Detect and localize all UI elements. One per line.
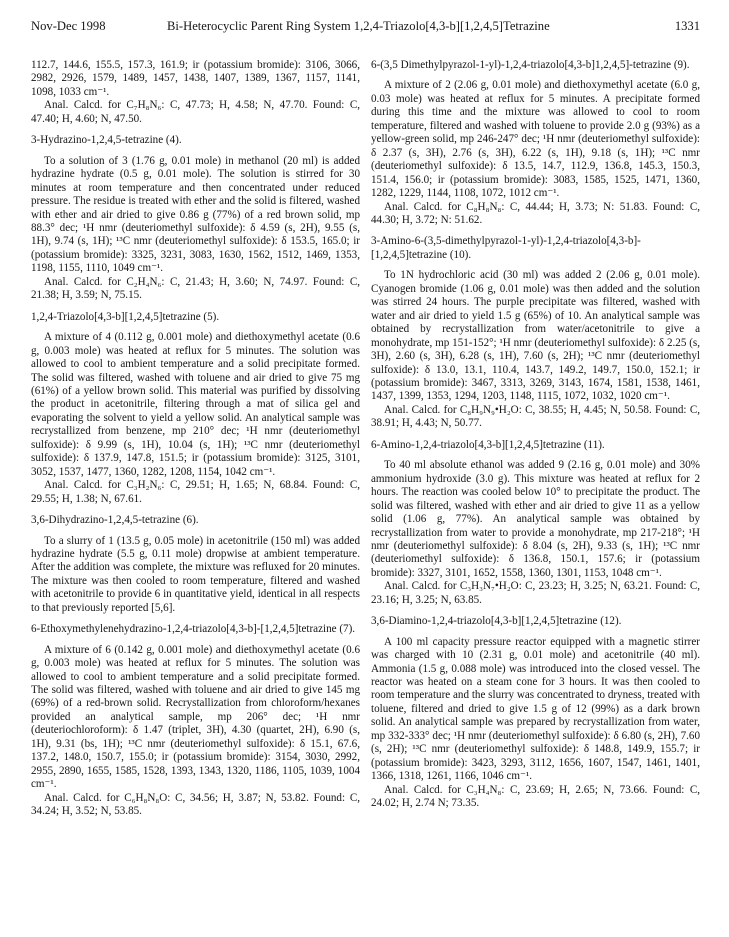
left-elemental-analysis: Anal. Calcd. for C₆H₈N₈O: C, 34.56; H, 3.87; N, 53.82. Found: C, 34.24; H, 3.52; N, 53.85. [31, 791, 360, 818]
left-procedure-paragraph: A mixture of 6 (0.142 g, 0.001 mole) and diethoxymethyl acetate (0.6 g, 0.003 mole) was heated at reflux for 5 minutes. The solution was allowed to cool to ambient temperature and a solid precipitate formed. The solid was filtered, washed with toluene and air dried to give 145 mg (69%) of a red-brown solid. Recrystallization from chloroform/hexanes provided an analytical sample, mp 206° dec; ¹H nmr (deuteriochloroform): δ 1.47 (triplet, 3H), 4.30 (quartet, 2H), 6.90 (s, 1H), 9.31 (bs, 1H); ¹³C nmr (deuteriomethyl sulfoxide): δ 15.1, 67.6, 137.2, 148.0, 150.7, 155.0; ir (potassium bromide): 3154, 3030, 2992, 2955, 2890, 1655, 1585, 1528, 1393, 1343, 1320, 1186, 1105, 1039, 1004 cm⁻¹. [31, 643, 360, 791]
right-procedure-paragraph: To 40 ml absolute ethanol was added 9 (2.16 g, 0.01 mole) and 30% ammonium hydroxide (3.0 g). This mixture was heated at reflux for 2 hours. The reaction was cooled below 10° to precipitate the product. The solid was filtered, washed with ether and air dried to give 11 as a yellow solid (1.06 g, 77%). An analytical sample was obtained by recrystallization from water to provide a monohydrate, mp 217-218°; ¹H nmr (deuteriomethyl sulfoxide): δ 8.04 (s, 2H), 9.33 (s, 1H); ¹³C nmr (deuteriomethyl sulfoxide): δ 136.8, 150.1, 157.6; ir (potassium bromide): 3327, 3101, 1652, 1558, 1360, 1301, 1153, 1048 cm⁻¹. [371, 459, 700, 579]
left-procedure-paragraph: To a solution of 3 (1.76 g, 0.01 mole) in methanol (20 ml) is added hydrazine hydrate (0.5 g, 0.01 mole). The solution is stirred for 30 minutes at room temperature and then concentrated under reduced pressure. The residue is treated with ether and the solid is filtered, washed with ether and air dried to give 0.86 g (77%) of a red brown solid, mp 88.3° dec; ¹H nmr (deuteriomethyl sulfoxide): δ 4.59 (s, 2H), 9.55 (s, 1H), 9.74 (s, 1H); ¹³C nmr (deuteriomethyl sulfoxide): δ 153.5, 165.0; ir (potassium bromide): 3325, 3231, 3083, 1630, 1562, 1512, 1469, 1353, 1198, 1155, 1110, 1049 cm⁻¹. [31, 154, 360, 275]
right-compound-heading: 6-(3,5 Dimethylpyrazol-1-yl)-1,2,4-triazolo[4,3-b]1,2,4,5]-tetrazine (9). [371, 59, 690, 71]
right-procedure-paragraph: A 100 ml capacity pressure reactor equipped with a magnetic stirrer was charged with 10 (2.31 g, 0.01 mole) and acetonitrile (40 ml). Ammonia (1.5 g, 0.088 mole) was introduced into the closed vessel. The reactor was heated on a steam cone for 3 hours. It was then cooled to room temperature and the slurry was concentrated to dryness, treated with toluene, filtered and dried to give 1.5 g of 12 (99%) as a dark brown solid. An analytical sample was prepared by recrystallization from water, mp 332-333° dec; ¹H nmr (deuteriomethyl sulfoxide): δ 6.80 (s, 2H), 7.60 (s, 2H); ¹³C nmr (deuteriomethyl sulfoxide): δ 148.8, 149.9, 155.7; ir (potassium bromide): 3423, 3293, 3112, 1656, 1607, 1547, 1461, 1401, 1366, 1318, 1261, 1166, 1046 cm⁻¹. [371, 635, 700, 783]
running-header [31, 19, 700, 37]
right-elemental-analysis: Anal. Calcd. for C₈H₉N₉•H₂O: C, 38.55; H, 4.45; N, 50.58. Found: C, 38.91; H, 4.43; N, 50.77. [371, 403, 700, 430]
journal-issue-date: Nov-Dec 1998 [31, 19, 106, 33]
left-compound-heading: 6-Ethoxymethylenehydrazino-1,2,4-triazolo[4,3-b]-[1,2,4,5]tetrazine (7). [31, 623, 356, 636]
right-procedure-paragraph: To 1N hydrochloric acid (30 ml) was added 2 (2.06 g, 0.01 mole). Cyanogen bromide (1.06 g, 0.01 mole) was then added and the solution was stirred 24 hours. The purple precipitate was filtered, washed with water and air dried to yield 1.5 g (65%) of 10. An analytical sample was obtained by recrystallization from water/acetonitrile to give a monohydrate, mp 151-152°; ¹H nmr (deuteriomethyl sulfoxide): δ 2.25 (s, 3H), 2.60 (s, 3H), 6.28 (s, 1H), 7.60 (s, 2H); ¹³C nmr (deuteriomethyl sulfoxide): δ 13.0, 13.1, 110.4, 143.7, 149.2, 149.7, 150.0, 152.1; ir (potassium bromide): 3467, 3313, 3269, 3143, 1674, 1581, 1538, 1461, 1437, 1399, 1353, 1294, 1203, 1148, 1115, 1072, 1032, 1020 cm⁻¹. [371, 269, 700, 403]
right-procedure-paragraph: A mixture of 2 (2.06 g, 0.01 mole) and diethoxymethyl acetate (6.0 g, 0.03 mole) was heated at reflux for 5 minutes. A precipitate formed during this time and the mixture was allowed to cool to room temperature, filtered and washed with toluene to provide 2.0 g (93%) as a yellow-green solid, mp 246-247° dec; ¹H nmr (deuteriomethyl sulfoxide): δ 2.37 (s, 3H), 2.76 (s, 3H), 6.22 (s, 1H), 9.18 (s, 1H); ¹³C nmr (deuteriomethyl sulfoxide): δ 13.5, 14.7, 112.9, 136.8, 145.3, 150.3, 151.4, 156.0; ir (potassium bromide): 3083, 1585, 1525, 1471, 1360, 1282, 1229, 1144, 1108, 1072, 1012 cm⁻¹. [371, 79, 700, 200]
right-elemental-analysis: Anal. Calcd. for C₃H₄N₈: C, 23.69; H, 2.65; N, 73.66. Found: C, 24.02; H, 2.74 N; 73.35. [371, 783, 700, 810]
right-compound-heading: 3-Amino-6-(3,5-dimethylpyrazol-1-yl)-1,2,4-triazolo[4,3-b]-[1,2,4,5]tetrazine (10). [371, 235, 641, 261]
left-column [31, 59, 360, 819]
right-compound-heading: 3,6-Diamino-1,2,4-triazolo[4,3-b][1,2,4,5]tetrazine (12). [371, 615, 622, 628]
left-procedure-paragraph: To a slurry of 1 (13.5 g, 0.05 mole) in acetonitrile (150 ml) was added hydrazine hydrate (5.5 g, 0.11 mole) dropwise at ambient temperature. After the addition was complete, the mixture was refluxed for 20 minutes. The mixture was then cooled to room temperature, filtered and washed with acetonitrile to provide 6 in quantitative yield, identical in all respects to that previously reported [5,6]. [31, 534, 360, 614]
right-column [371, 59, 700, 811]
left-procedure-paragraph: A mixture of 4 (0.112 g, 0.001 mole) and diethoxymethyl acetate (0.6 g, 0.003 mole) was heated at reflux for 5 minutes. The solution was allowed to cool to ambient temperature and a solid precipitate formed. The solid was filtered, washed with toluene and air dried to give 75 mg (61%) of a yellow brown solid. This material was purified by dissolving the product in acetonitrile, filtering through a mat of silica gel and evaporating the solvent to yield a yellow solid. An analytical sample was recrystallized from benzene, mp 210° dec; ¹H nmr (deuteriomethyl sulfoxide): δ 9.99 (s, 1H), 10.04 (s, 1H); ¹³C nmr (deuteriomethyl sulfoxide): δ 137.9, 147.8, 151.5; ir (potassium bromide): 3125, 3101, 3052, 1537, 1477, 1360, 1282, 1208, 1154, 1042 cm⁻¹. [31, 331, 360, 478]
right-elemental-analysis: Anal. Calcd. for C₃H₃N₇•H₂O: C, 23.23; H, 3.25; N, 63.21. Found: C, 23.16; H, 3.25; N, 63.85. [371, 580, 700, 606]
left-compound-heading: 1,2,4-Triazolo[4,3-b][1,2,4,5]tetrazine (5). [31, 310, 220, 323]
running-title: Bi-Heterocyclic Parent Ring System 1,2,4-Triazolo[4,3-b][1,2,4,5]Tetrazine [167, 19, 550, 33]
left-compound-heading: 3-Hydrazino-1,2,4,5-tetrazine (4). [31, 134, 182, 147]
left-elemental-analysis: Anal. Calcd. for C₇H₈N₆: C, 47.73; H, 4.58; N, 47.70. Found: C, 47.40; H, 4.60; N, 47.50. [31, 99, 360, 125]
right-elemental-analysis: Anal. Calcd. for C₈H₈N₈: C, 44.44; H, 3.73; N: 51.83. Found: C, 44.30; H, 3.72; N: 51.62. [371, 200, 700, 226]
left-compound-heading: 3,6-Dihydrazino-1,2,4,5-tetrazine (6). [31, 514, 199, 527]
right-compound-heading: 6-Amino-1,2,4-triazolo[4,3-b][1,2,4,5]tetrazine (11). [371, 438, 605, 451]
page-number: 1331 [674, 19, 700, 33]
left-elemental-analysis: Anal. Calcd. for C₂H₄N₆: C, 21.43; H, 3.60; N, 74.97. Found: C, 21.38; H, 3.59; N, 75.15. [31, 275, 360, 302]
left-elemental-analysis: Anal. Calcd. for C₃H₂N₆: C, 29.51; H, 1.65; N, 68.84. Found: C, 29.55; H, 1.38; N, 67.61. [31, 479, 360, 505]
left-procedure-paragraph: 112.7, 144.6, 155.5, 157.3, 161.9; ir (potassium bromide): 3106, 3066, 2982, 2926, 1579, 1489, 1457, 1438, 1407, 1389, 1367, 1157, 1141, 1098, 1033 cm⁻¹. [31, 59, 360, 98]
